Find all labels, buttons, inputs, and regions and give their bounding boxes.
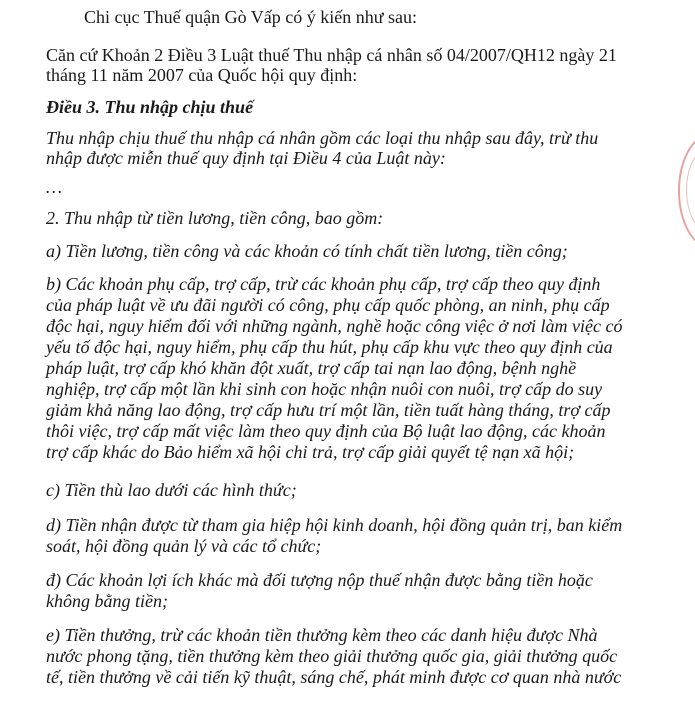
text-line: độc hại, nguy hiểm đối với những ngành, nghề hoặc công việc ở nơi làm việc có <box>46 316 623 336</box>
intro-line: Chi cục Thuế quận Gò Vấp có ý kiến như sau: <box>84 7 418 27</box>
text-line: giảm khả năng lao động, trợ cấp hưu trí một lần, tiền tuất hàng tháng, trợ cấp <box>46 400 611 420</box>
text-line: a) Tiền lương, tiền công và các khoản có tính chất tiền lương, tiền công; <box>46 241 568 261</box>
text-line: c) Tiền thù lao dưới các hình thức; <box>46 480 297 500</box>
text-line: của pháp luật về ưu đãi người có công, phụ cấp quốc phòng, an ninh, phụ cấp <box>46 295 610 315</box>
ellipsis-line: … <box>46 177 63 197</box>
text-line: không bằng tiền; <box>46 591 168 611</box>
text-line: trợ cấp khác do Bảo hiểm xã hội chi trả, trợ cấp giải quyết tệ nạn xã hội; <box>46 442 575 462</box>
text-line: đ) Các khoản lợi ích khác mà đối tượng nộp thuế nhận được bằng tiền hoặc <box>46 570 593 590</box>
text-line: 2. Thu nhập từ tiền lương, tiền công, bao gồm: <box>46 208 384 228</box>
article-heading: Điều 3. Thu nhập chịu thuế <box>46 97 254 117</box>
text-line: yếu tố độc hại, nguy hiểm, phụ cấp thu hút, phụ cấp khu vực theo quy định của <box>46 337 613 357</box>
text-line: nước phong tặng, tiền thưởng kèm theo giải thưởng quốc gia, giải thưởng quốc <box>46 646 618 666</box>
text-line: nghiệp, trợ cấp một lần khi sinh con hoặc nhận nuôi con nuôi, trợ cấp do suy <box>46 379 603 399</box>
text-line: d) Tiền nhận được từ tham gia hiệp hội kinh doanh, hội đồng quản trị, ban kiểm <box>46 515 623 535</box>
text-line: thôi việc, trợ cấp mất việc làm theo quy định của Bộ luật lao động, các khoản <box>46 421 606 441</box>
text-line: tế, tiền thưởng về cải tiến kỹ thuật, sáng chế, phát minh được cơ quan nhà nước <box>46 667 622 687</box>
text-line: soát, hội đồng quản lý và các tổ chức; <box>46 536 322 556</box>
text-line: b) Các khoản phụ cấp, trợ cấp, trừ các khoản phụ cấp, trợ cấp theo quy định <box>46 274 601 294</box>
basis-line-1: Căn cứ Khoản 2 Điều 3 Luật thuế Thu nhập cá nhân số 04/2007/QH12 ngày 21 <box>46 45 617 65</box>
text-line: Thu nhập chịu thuế thu nhập cá nhân gồm các loại thu nhập sau đây, trừ thu <box>46 128 599 148</box>
text-line: pháp luật, trợ cấp khó khăn đột xuất, trợ cấp tai nạn lao động, bệnh nghề <box>46 358 577 378</box>
text-line: e) Tiền thưởng, trừ các khoản tiền thưởng kèm theo các danh hiệu được Nhà <box>46 625 598 645</box>
text-line: nhập được miễn thuế quy định tại Điều 4 của Luật này: <box>46 148 446 168</box>
basis-line-2: tháng 11 năm 2007 của Quốc hội quy định: <box>46 65 358 85</box>
